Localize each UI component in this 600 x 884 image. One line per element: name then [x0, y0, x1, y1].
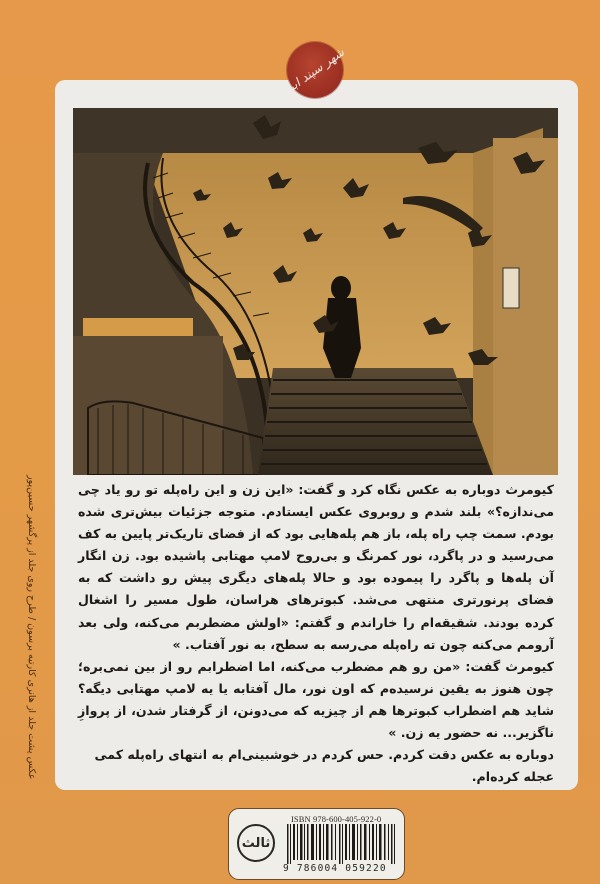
publisher-logo-text: ثالث [241, 835, 271, 851]
cover-credit-vertical: عکس پشت جلد از هانری کارتیه برسون / طرح روی جلد از پرگشهر حسین‌پور [26, 475, 37, 780]
publisher-logo-icon [237, 824, 275, 862]
barcode-digits: 9 786004 059220 [283, 863, 387, 874]
isbn-label: ISBN 978-600-405-922-0 [291, 814, 382, 824]
publisher-seal-logo [283, 42, 347, 98]
blurb-paragraph-2: کیومرث گفت: «من رو هم مضطرب می‌کنه، اما اضطرابم رو از بین نمی‌بره؛ چون هنوز به یقین نرسیده‌م که اون نور، مال آفتابه یا یه لامپ مهتابی دیگه؟ شاید هم اضطراب کبوترها هم از چیزیه که می‌دونن، از گرفتار شدن، از پروازِ ناگزیر... نه حضور یه زن. » [78, 658, 554, 741]
publisher-seal-text: شهر سپند ابر [283, 45, 347, 95]
barcode-icon [287, 824, 395, 864]
isbn-barcode-box [228, 808, 405, 880]
blurb-paragraph-1: کیومرث دوباره به عکس نگاه کرد و گفت: «این زن و این راه‌پله تو رو یاد چی می‌ندازه؟» بلند شدم و روبروی عکس ایستادم. متوجه جزئیات بیش‌تری شده بودم. سمت چپ راه پله، باز هم پله‌هایی بود که از فضای تاریک‌تر پایین به کف می‌رسید و در پاگرد، نور کمرنگ و بی‌روح لامپ مهتابی پاشیده بود. زن انگار آن پله‌ها و پاگرد را پیموده بود و حالا پله‌های دیگری پیش رو داشت که به فضای پرنورتری منتهی می‌شد. کبوترهای هراسان، طول مسیر را اشغال کرده بودند. شقیقه‌ام را خاراندم و گفتم: «اولش مضطربم می‌کنه، ولی بعد آرومم می‌کنه چون ته راه‌پله می‌رسه به سطح، به نور آفتاب. » [78, 482, 554, 652]
cover-photo-staircase-pigeons [73, 108, 558, 475]
back-cover-blurb [78, 479, 554, 788]
blurb-paragraph-3: دوباره به عکس دقت کردم. حس کردم در خوشبینی‌ام به انتهای راه‌پله کمی عجله کرده‌ام. [94, 747, 554, 785]
